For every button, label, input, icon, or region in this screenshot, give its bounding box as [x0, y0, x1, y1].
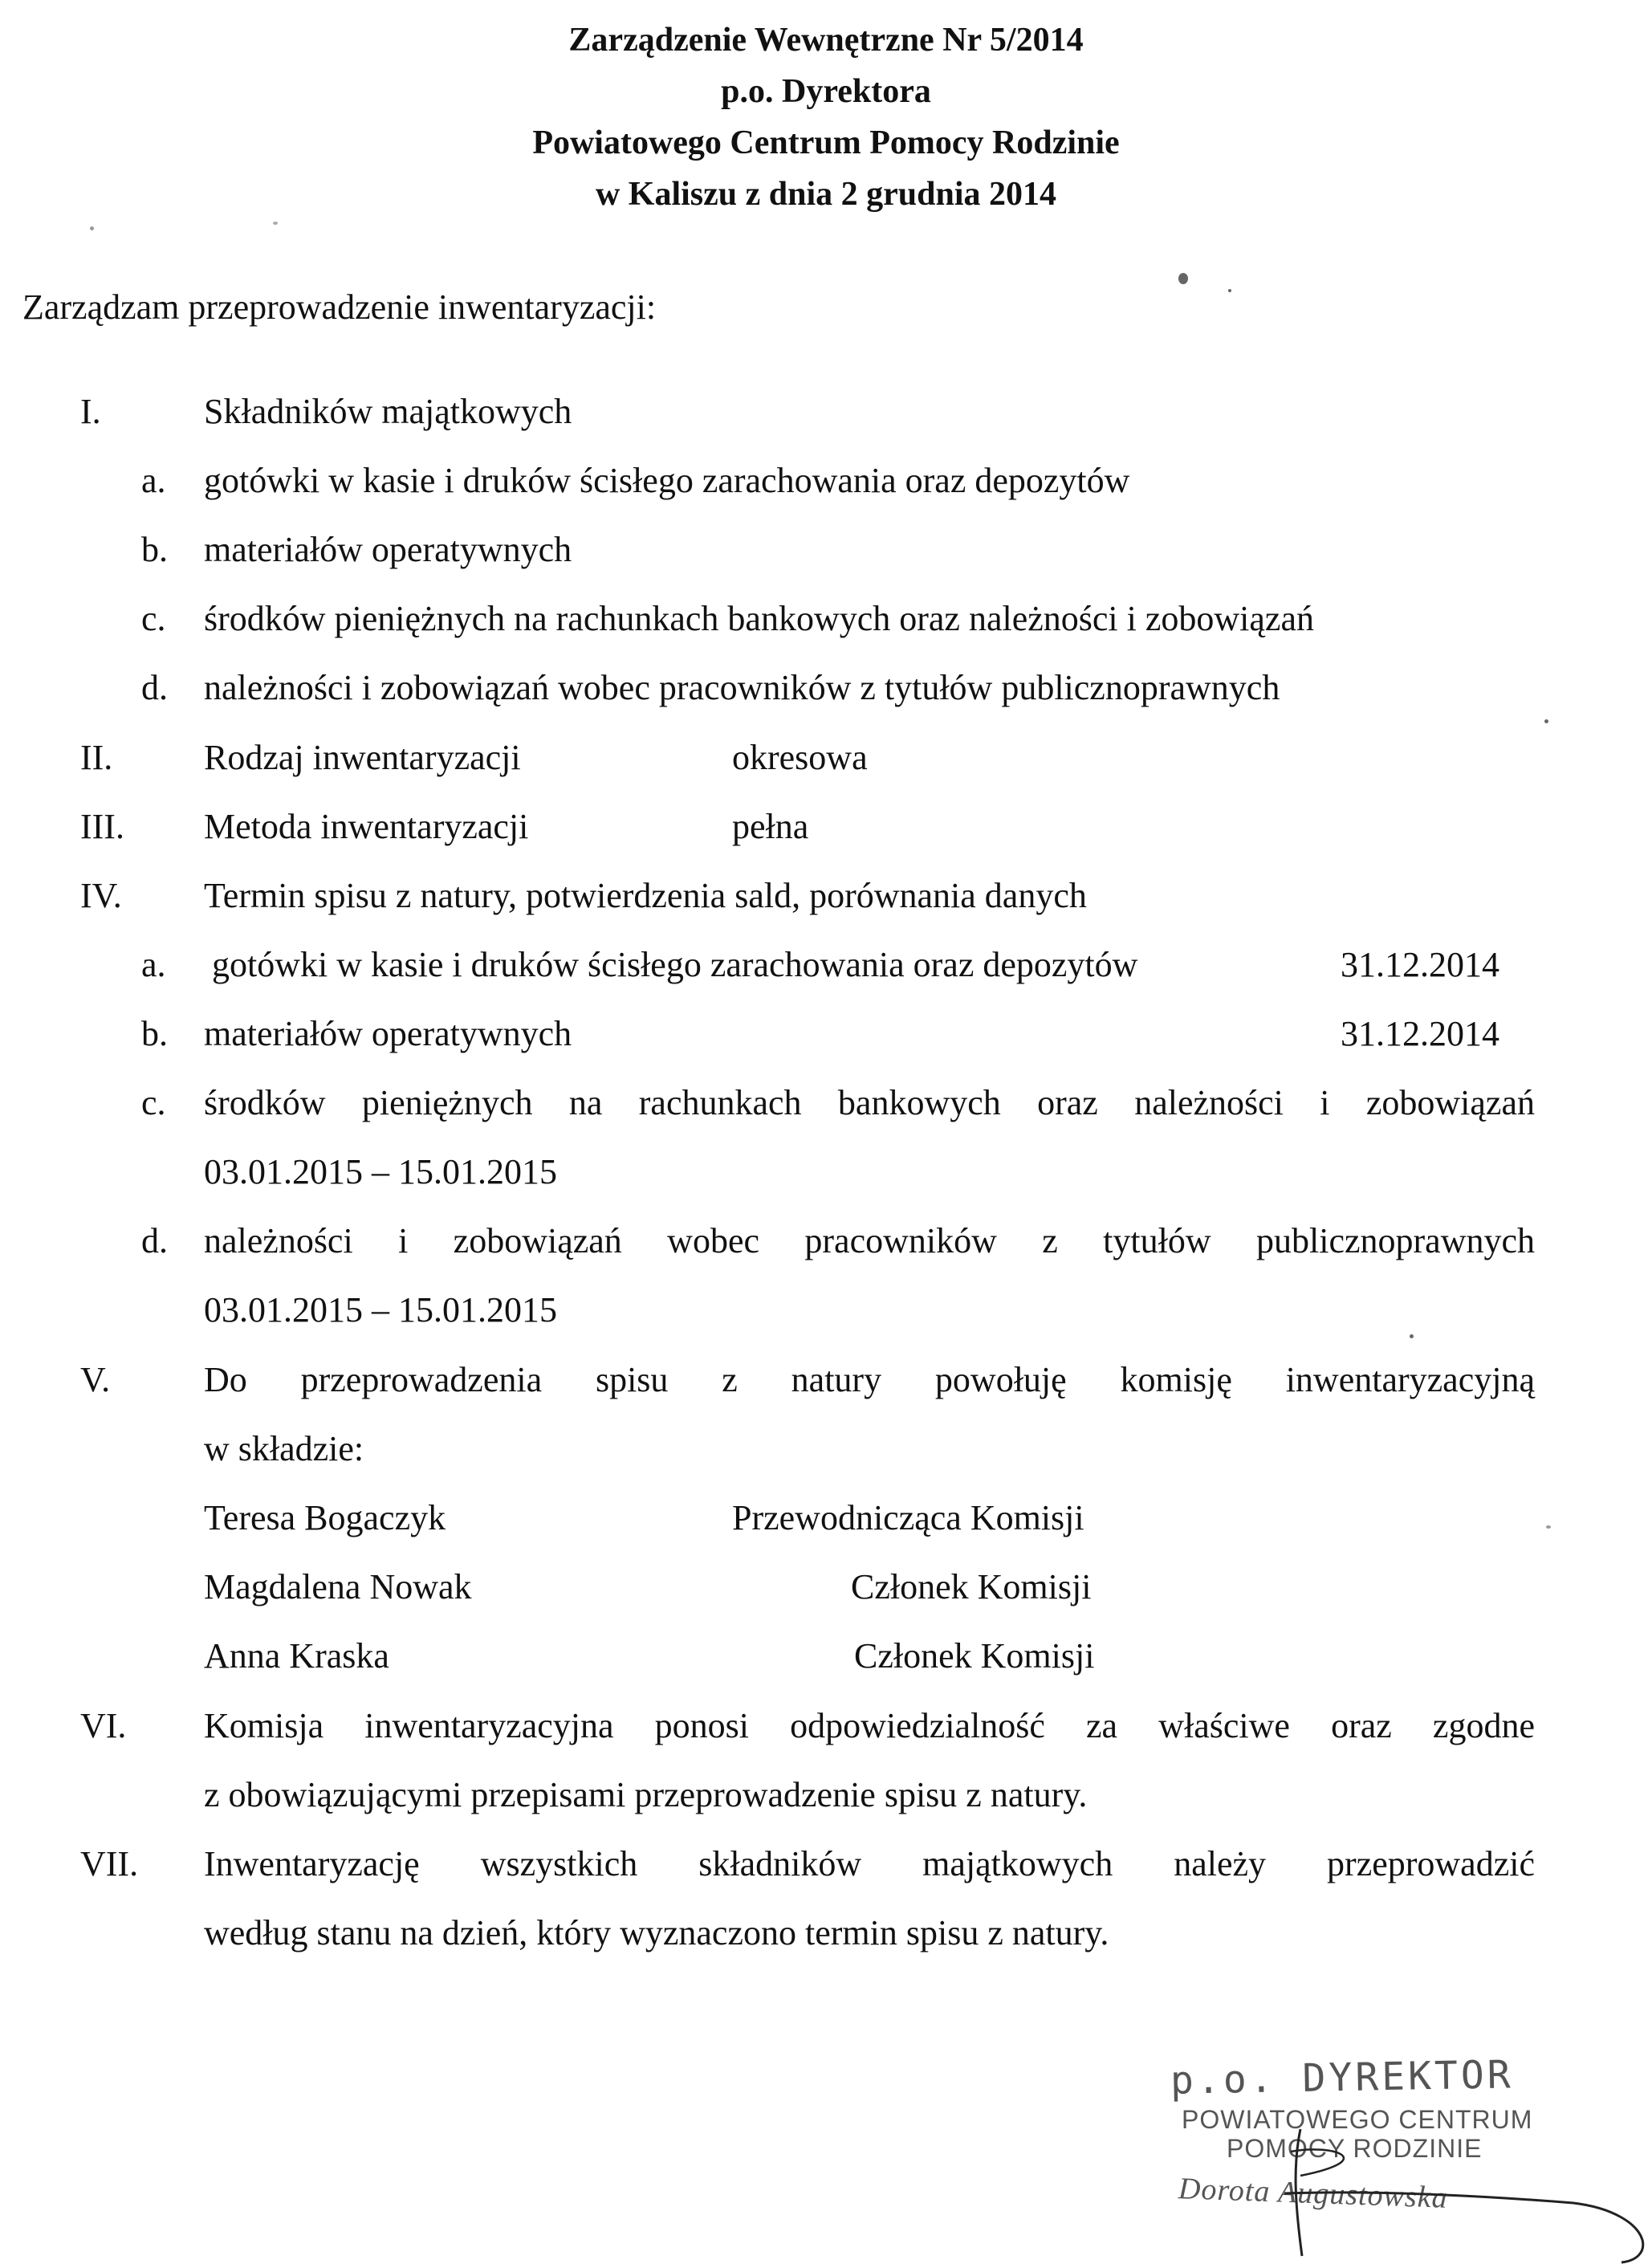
section-4-item-c-date: 03.01.2015 – 15.01.2015 [204, 1152, 557, 1191]
member-2-name: Magdalena Nowak [204, 1567, 472, 1606]
section-6-line-1: Komisja inwentaryzacyjna ponosi odpowiedzialność za właściwe oraz zgodne [204, 1706, 1535, 1745]
section-5-number: V. [80, 1360, 111, 1399]
section-4-item-d-text: należności i zobowiązań wobec pracowników z tytułów publicznoprawnych [204, 1221, 1535, 1260]
section-4-item-a-letter: a. [141, 945, 166, 984]
section-4-item-d-letter: d. [141, 1221, 168, 1260]
scan-speck [1228, 289, 1231, 292]
scan-speck [90, 226, 94, 230]
member-3-role: Członek Komisji [854, 1636, 1095, 1676]
scan-speck [1544, 719, 1548, 723]
stamp-director-name: Dorota Augustowska [1178, 2172, 1449, 2215]
section-1-item-b-letter: b. [141, 530, 168, 569]
section-4-item-b-text: materiałów operatywnych [204, 1014, 572, 1053]
section-7-number: VII. [80, 1844, 139, 1883]
section-1-number: I. [80, 392, 101, 431]
section-6-number: VI. [80, 1706, 127, 1745]
section-1-item-d-letter: d. [141, 668, 168, 707]
member-1-role: Przewodnicząca Komisji [732, 1498, 1084, 1537]
stamp-institution-1: POWIATOWEGO CENTRUM [1182, 2105, 1533, 2134]
section-3-label: Metoda inwentaryzacji [204, 807, 529, 846]
section-2-label: Rodzaj inwentaryzacji [204, 738, 521, 777]
section-1-item-d-text: należności i zobowiązań wobec pracowników z tytułów publicznoprawnych [204, 668, 1280, 707]
section-6-line-2: z obowiązującymi przepisami przeprowadzenie spisu z natury. [204, 1775, 1088, 1814]
section-7-line-2: według stanu na dzień, który wyznaczono termin spisu z natury. [204, 1913, 1109, 1952]
header-date: w Kaliszu z dnia 2 grudnia 2014 [595, 176, 1057, 213]
scan-speck [1178, 273, 1188, 284]
section-7-line-1: Inwentaryzację wszystkich składników majątkowych należy przeprowadzić [204, 1844, 1535, 1883]
section-1-item-c-text: środków pieniężnych na rachunkach bankowych oraz należności i zobowiązań [204, 599, 1314, 638]
stamp-title: p.o. DYREKTOR [1170, 2052, 1515, 2103]
section-5-line-2: w składzie: [204, 1429, 364, 1468]
section-2-number: II. [80, 738, 113, 777]
intro-text: Zarządzam przeprowadzenie inwentaryzacji: [22, 287, 657, 327]
scan-speck [273, 222, 278, 225]
section-1-item-a-text: gotówki w kasie i druków ścisłego zarachowania oraz depozytów [204, 461, 1130, 500]
section-4-item-b-letter: b. [141, 1014, 168, 1053]
handwritten-signature [1284, 2119, 1652, 2264]
section-1-item-b-text: materiałów operatywnych [204, 530, 572, 569]
header-title: Zarządzenie Wewnętrzne Nr 5/2014 [568, 22, 1084, 59]
member-2-role: Członek Komisji [851, 1567, 1092, 1606]
section-4-item-a-date: 31.12.2014 [1341, 945, 1499, 984]
section-4-item-d-date: 03.01.2015 – 15.01.2015 [204, 1290, 557, 1329]
section-4-item-a-text: gotówki w kasie i druków ścisłego zarachowania oraz depozytów [212, 945, 1138, 984]
stamp-institution-2: POMOCY RODZINIE [1227, 2134, 1483, 2163]
header-issuer: p.o. Dyrektora [721, 73, 931, 110]
section-4-item-c-text: środków pieniężnych na rachunkach bankowych oraz należności i zobowiązań [204, 1083, 1535, 1122]
document-header [0, 14, 1652, 220]
scan-speck [1410, 1334, 1414, 1338]
section-4-item-b-date: 31.12.2014 [1341, 1014, 1499, 1053]
member-3-name: Anna Kraska [204, 1636, 389, 1676]
section-5-line-1: Do przeprowadzenia spisu z natury powołuję komisję inwentaryzacyjną [204, 1360, 1535, 1399]
section-1-title: Składników majątkowych [204, 392, 572, 431]
section-2-value: okresowa [732, 738, 868, 777]
scan-speck [1546, 1525, 1551, 1529]
section-4-title: Termin spisu z natury, potwierdzenia sald, porównania danych [204, 876, 1087, 915]
section-1-item-a-letter: a. [141, 461, 166, 500]
header-institution: Powiatowego Centrum Pomocy Rodzinie [532, 124, 1120, 161]
section-1-item-c-letter: c. [141, 599, 166, 638]
section-3-value: pełna [732, 807, 809, 846]
section-3-number: III. [80, 807, 124, 846]
member-1-name: Teresa Bogaczyk [204, 1498, 446, 1537]
section-4-number: IV. [80, 876, 122, 915]
section-4-item-c-letter: c. [141, 1083, 166, 1122]
